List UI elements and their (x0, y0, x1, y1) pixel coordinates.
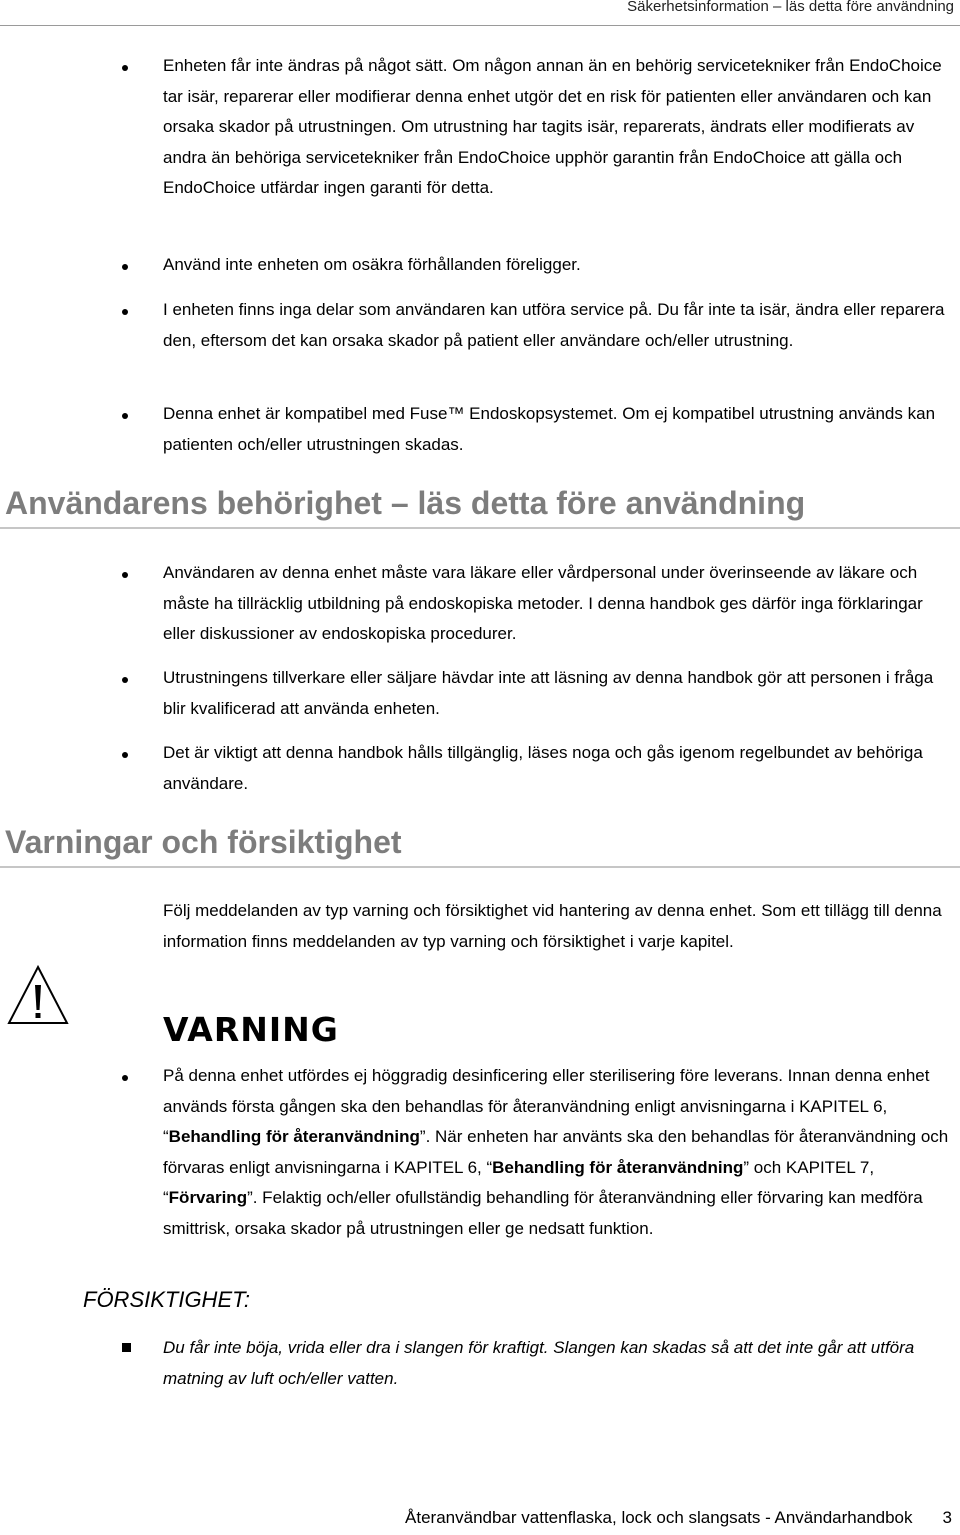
chapter-ref: Förvaring (168, 1188, 248, 1207)
bullet-dot (122, 65, 128, 71)
square-bullet (122, 1343, 131, 1352)
section-divider (0, 866, 960, 868)
footer-title: Återanvändbar vattenflaska, lock och slangsats - Användarhandbok (405, 1508, 913, 1527)
bullet-dot (122, 677, 128, 683)
forsiktighet-label: FÖRSIKTIGHET: (83, 1287, 251, 1312)
bullet-dot (122, 752, 128, 758)
bullet-text: Denna enhet är kompatibel med Fuse™ Endoskopsystemet. Om ej kompatibel utrustning används kan patienten och/eller utrustningen skadas. (163, 404, 936, 454)
chapter-ref: Behandling för återanvändning (492, 1157, 744, 1177)
bullet-dot (122, 1075, 128, 1081)
section-divider (0, 527, 960, 529)
bullet-dot (122, 413, 128, 419)
page-number: 3 (942, 1508, 952, 1527)
bullet-text: Utrustningens tillverkare eller säljare hävdar inte att läsning av denna handbok gör att personen i fråga blir kvalificerad att använda enheten. (163, 668, 934, 718)
warning-triangle-icon (6, 964, 70, 1031)
chapter-ref: Behandling för återanvändning (168, 1127, 420, 1146)
section-heading-warnings: Varningar och försiktighet (5, 824, 402, 860)
bullet-text: Enheten får inte ändras på något sätt. Om någon annan än en behörig servicetekniker från EndoChoice tar isär, reparerar eller modifierar denna enhet utgör det en risk för patienten eller användaren och kan orsaka skador på utrustningen. Om utrustning har tagits isär, reparerats, ändrats eller modifierats av andra än behöriga servicetekniker från EndoChoice upphör garantin från EndoChoice att gälla och EndoChoice utfärdar ingen garanti för detta. (163, 56, 942, 197)
bullet-dot (122, 264, 128, 270)
bullet-text: Använd inte enheten om osäkra förhållanden föreligger. (163, 255, 581, 274)
varning-text: På denna enhet utfördes ej höggradig desinficering eller sterilisering före leverans. Innan denna enhet används första gången ska den behandlas för återanvändning enligt anvisningarna i KAPITEL 6, “Behandling för återanvändning”. När enheten har använts ska den behandlas för återanvändning och förvaras enligt anvisningarna i KAPITEL 6, “Behandling för återanvändning” och KAPITEL 7, “Förvaring”. Felaktig och/eller ofullständig behandling för återanvändning eller förvaring kan medföra smittrisk, orsaka skador på utrustningen eller ge nedsatt funktion. (163, 1066, 949, 1238)
bullet-dot (122, 572, 128, 578)
page-footer (405, 1508, 952, 1528)
bullet-text: Det är viktigt att denna handbok hålls tillgänglig, läses noga och gås igenom regelbundet av behöriga användare. (163, 743, 923, 793)
bullet-text: Användaren av denna enhet måste vara läkare eller vårdpersonal under överinseende av läkare och måste ha tillräcklig utbildning på endoskopiska metoder. I denna handbok ges därför inga förklaringar eller diskussioner av endoskopiska procedurer. (163, 563, 923, 643)
section-heading-user: Användarens behörighet – läs detta före användning (5, 485, 806, 521)
header-divider (0, 25, 960, 26)
bullet-text: I enheten finns inga delar som användaren kan utföra service på. Du får inte ta isär, ändra eller reparera den, eftersom det kan orsaka skador på patient eller användare och/eller utrustning. (163, 300, 945, 350)
varning-label: VARNING (163, 1010, 339, 1049)
bullet-dot (122, 309, 128, 315)
warnings-intro: Följ meddelanden av typ varning och försiktighet vid hantering av denna enhet. Som ett tillägg till denna information finns meddelanden av typ varning och försiktighet i varje kapitel. (163, 901, 942, 951)
forsiktighet-text: Du får inte böja, vrida eller dra i slangen för kraftigt. Slangen kan skadas så att det inte går att utföra matning av luft och/eller vatten. (163, 1338, 915, 1388)
running-header: Säkerhetsinformation – läs detta före användning (627, 0, 954, 15)
